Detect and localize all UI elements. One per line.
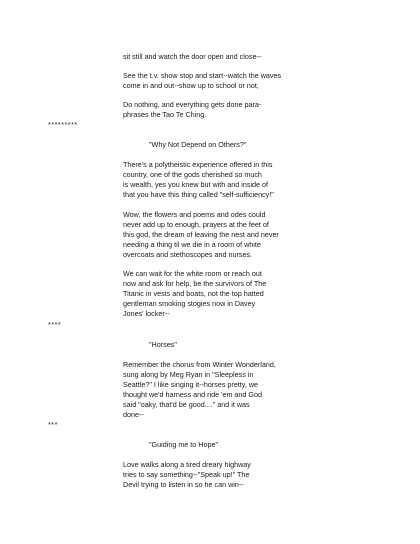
poem-title: "Why Not Depend on Others?" [149,140,247,149]
text-line: Devil trying to listen in so he can win-- [123,480,244,489]
text-line: See the t.v. show stop and start--watch the waves [123,71,282,80]
text-line: Titanic in vests and boats, not the top hatted [123,289,264,298]
poem-title: "Guiding me to Hope" [149,440,219,449]
text-line: country, one of the gods cherished so much [123,170,262,179]
text-line: sung along by Meg Ryan in "Sleepless in [123,370,254,379]
section-separator: **** [48,320,62,329]
text-line: said "oaky, that'd be good...." and it was [123,400,250,409]
section-separator: ********* [48,120,78,129]
text-line: phrases the Tao Te Ching. [123,110,207,119]
text-line: There's a polytheistic experience offered in this [123,160,273,169]
poem-title: "Horses" [149,340,177,349]
text-line: Wow, the flowers and poems and odes could [123,210,266,219]
text-line: gentleman smoking stogies now in Davey [123,299,256,308]
text-line: sit still and watch the door open and close-- [123,52,262,61]
text-line: now and ask for help, be the survivors of The [123,279,267,288]
text-line: that you have this thing called "self-sufficiency!" [123,190,274,199]
text-line: overcoats and stethoscopes and nurses. [123,250,253,259]
text-line: never add up to enough, prayers at the feet of [123,220,269,229]
text-line: needing a thing til we die in a room of white [123,240,261,249]
text-line: Love walks along a tired dreary highway [123,460,251,469]
text-line: is wealth, yes you knew but with and inside of [123,180,269,189]
section-separator: *** [48,420,58,429]
text-line: Jones' locker-- [123,309,170,318]
text-line: come in and out--show up to school or not, [123,81,259,90]
text-line: Do nothing, and everything gets done para- [123,100,262,109]
text-line: Seattle?" I like singing it--horses pretty, we [123,380,259,389]
text-line: thought we'd harness and ride 'em and God [123,390,262,399]
text-line: done-- [123,410,144,419]
text-line: Remember the chorus from Winter Wonderland, [123,360,276,369]
text-line: this god, the dream of leaving the nest and never [123,230,279,239]
text-line: We can wait for the white room or reach out [123,269,262,278]
text-line: tries to say something--"Speak up!" The [123,470,250,479]
